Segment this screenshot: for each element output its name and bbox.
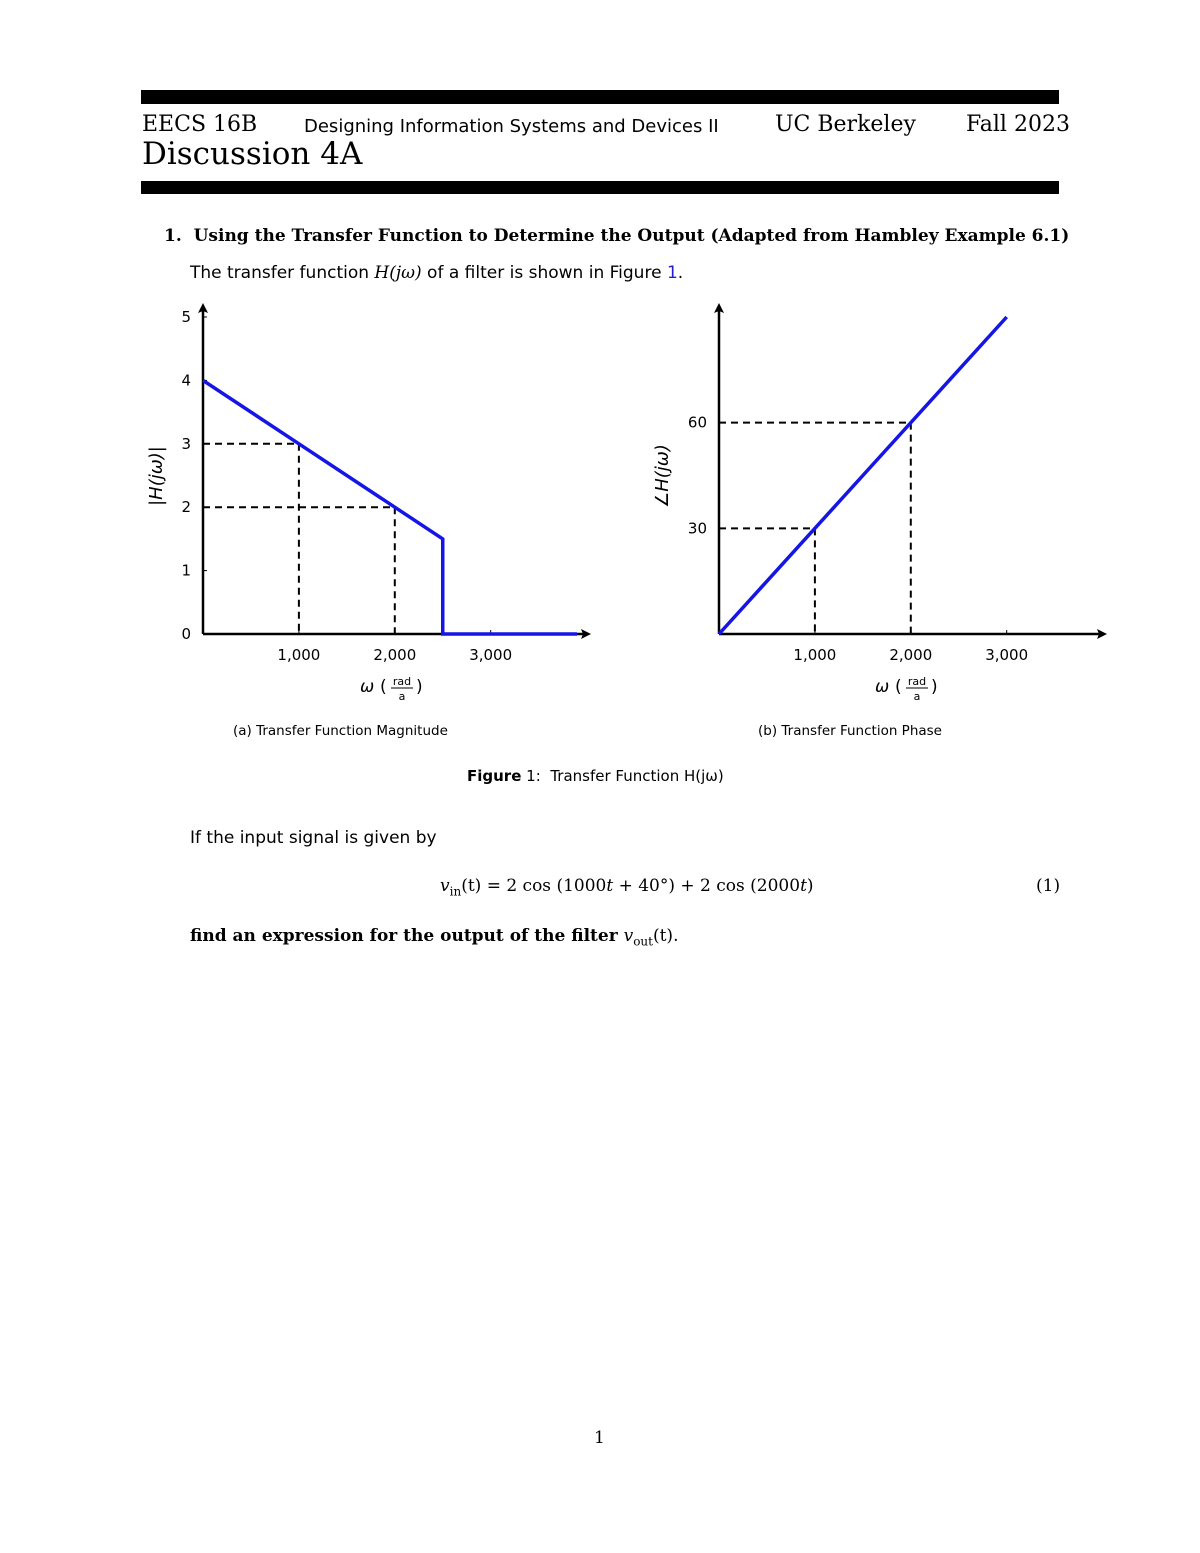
intro-end: . [677, 263, 684, 283]
y-tick-label: 2 [181, 498, 191, 517]
figure-caption-text: Transfer Function H(jω) [550, 767, 724, 785]
x-tick-label: 2,000 [373, 646, 417, 664]
x-tick-label: 3,000 [985, 646, 1029, 664]
figure-caption-number: 1: [526, 767, 541, 785]
figure-ref-link[interactable]: 1 [666, 263, 678, 283]
x-axis-label: ω [360, 677, 375, 697]
x-axis-label-paren: ) [931, 677, 938, 697]
task-sub: out [633, 934, 653, 949]
x-axis-label: ω [875, 677, 890, 697]
y-axis-label: |H(jω)| [146, 446, 167, 506]
y-tick-label: 4 [181, 371, 191, 390]
y-tick-label: 60 [687, 413, 707, 432]
x-axis-label-paren: ( [895, 677, 902, 697]
eq-sub: in [449, 884, 462, 899]
figure-caption-label: Figure [467, 767, 522, 785]
figure-1 [0, 0, 1200, 720]
intro-text-2: of a filter is shown in Figure [421, 263, 667, 283]
eq-var: v [440, 876, 450, 896]
input-equation [440, 876, 814, 898]
x-tick-label: 1,000 [277, 646, 321, 664]
question-title: Using the Transfer Function to Determine the Output (Adapted from Hambley Example 6.1) [193, 226, 1070, 246]
subcaption-a: (a) Transfer Function Magnitude [233, 723, 448, 739]
course-subject: Designing Information Systems and Devices II [304, 116, 719, 137]
y-tick-label: 5 [181, 308, 191, 326]
task-before: find an expression for the output of the filter [190, 926, 624, 946]
page-number: 1 [594, 1428, 605, 1448]
x-axis-unit-num: rad [907, 675, 927, 688]
magnitude-chart [146, 303, 591, 703]
x-axis-label-paren: ( [380, 677, 387, 697]
eq-part-3: ) [806, 876, 814, 896]
given-text: If the input signal is given by [190, 828, 437, 848]
figure-caption [467, 767, 724, 785]
x-tick-label: 2,000 [889, 646, 933, 664]
course-code: EECS 16B [142, 112, 258, 137]
eq-t2: t [800, 876, 807, 896]
school-name: UC Berkeley [775, 112, 916, 137]
y-tick-label: 0 [181, 625, 191, 643]
eq-part-2: + 40°) + 2 cos (2000 [613, 876, 801, 896]
task-var: v [623, 926, 634, 946]
x-axis-label-paren: ) [416, 677, 423, 697]
page-title: Discussion 4A [142, 136, 363, 172]
series-line [719, 317, 1007, 634]
x-tick-label: 3,000 [469, 646, 513, 664]
intro-symbol: H(jω) [374, 263, 422, 283]
eq-t1: t [606, 876, 614, 896]
equation-number: (1) [1036, 876, 1061, 896]
y-tick-label: 30 [687, 519, 707, 538]
y-tick-label: 3 [181, 434, 191, 453]
term: Fall 2023 [966, 112, 1070, 137]
x-axis-unit-den: a [398, 690, 406, 703]
question-number: 1. [164, 226, 182, 246]
eq-part-1: (t) = 2 cos (1000 [461, 876, 607, 896]
subcaption-b: (b) Transfer Function Phase [758, 723, 942, 739]
task-after: (t). [652, 926, 679, 946]
x-axis-unit-den: a [913, 690, 921, 703]
x-axis-unit-num: rad [392, 675, 412, 688]
y-tick-label: 1 [181, 561, 191, 580]
x-tick-label: 1,000 [793, 646, 837, 664]
intro-text: The transfer function [190, 263, 375, 283]
y-axis-label: ∠H(jω) [652, 444, 673, 508]
task-text [190, 926, 678, 948]
phase-chart [652, 303, 1107, 703]
